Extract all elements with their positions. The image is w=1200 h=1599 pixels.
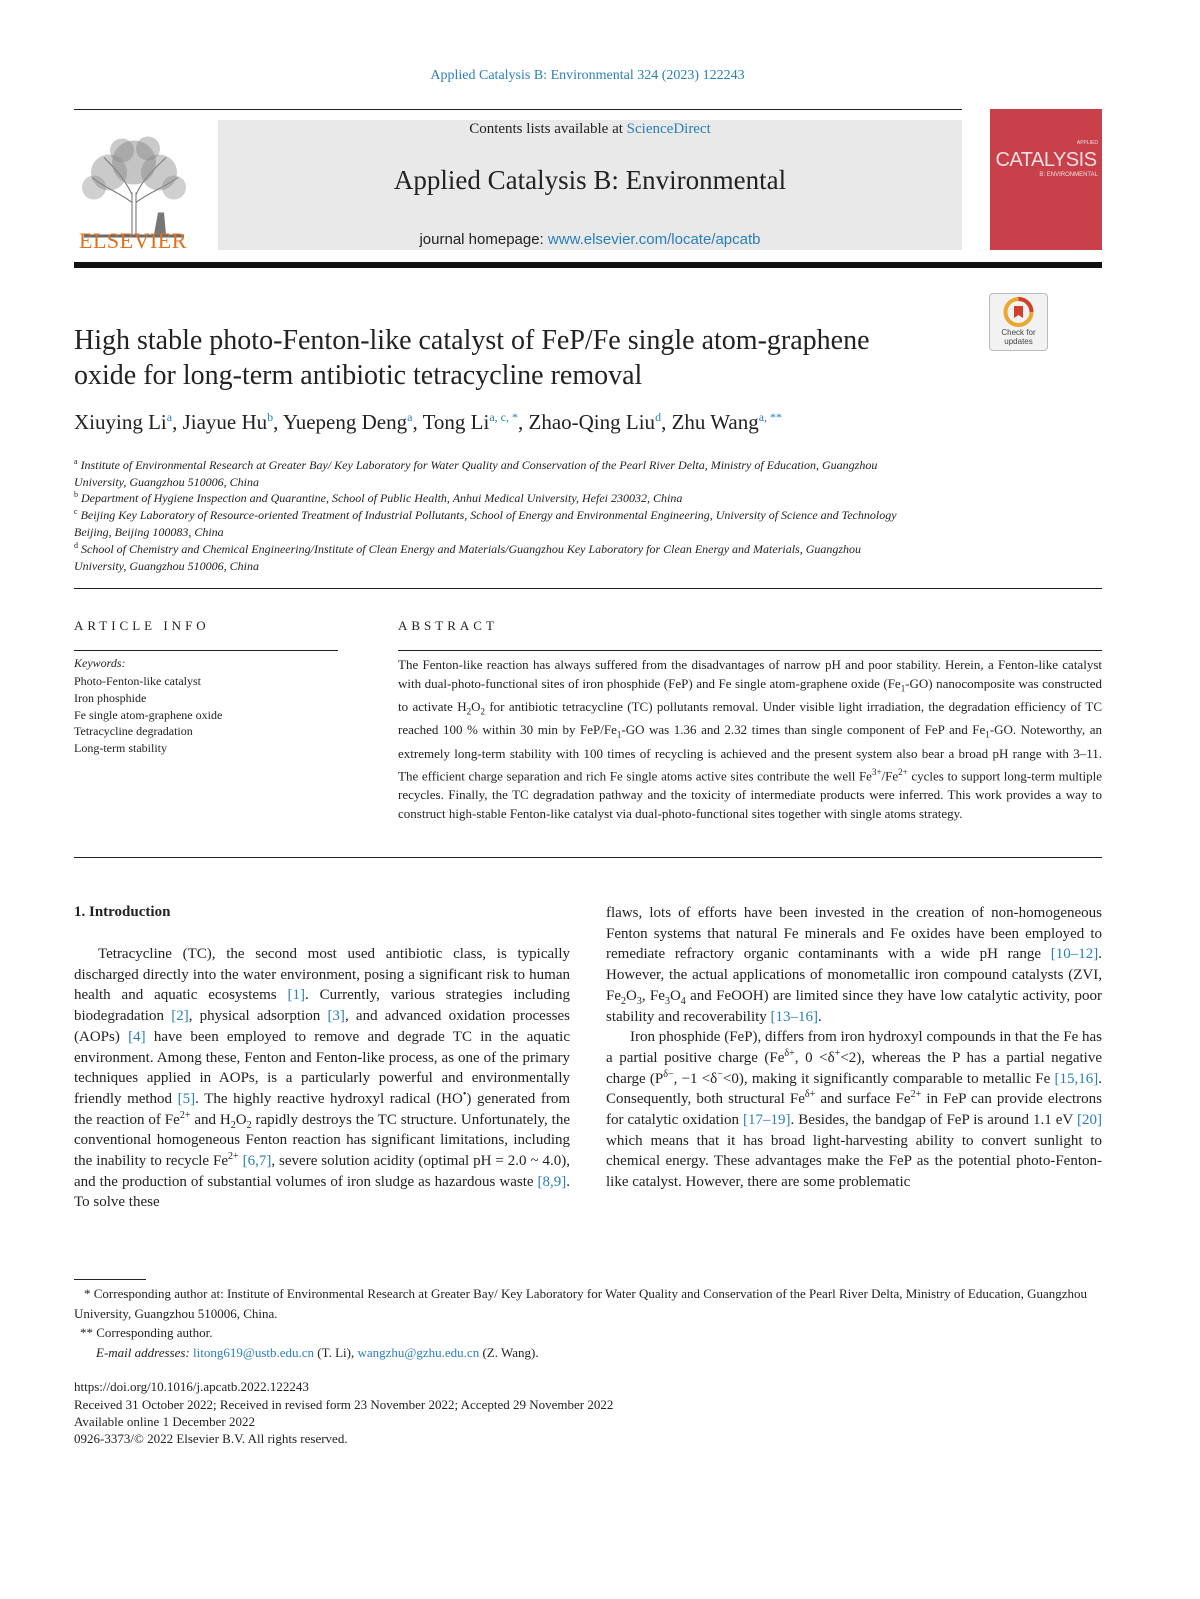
reference-link[interactable]: [10–12]: [1050, 946, 1099, 963]
reference-link[interactable]: [3]: [327, 1008, 345, 1025]
author-name[interactable]: Xiuying Li: [74, 410, 167, 434]
title-line-2: oxide for long-term antibiotic tetracycline removal: [74, 360, 643, 391]
journal-name: Applied Catalysis B: Environmental: [393, 165, 787, 195]
affiliation-line: University, Guangzhou 510006, China: [74, 559, 259, 573]
copyright-notice: 0926-3373/© 2022 Elsevier B.V. All rights reserved.: [74, 1431, 348, 1446]
check-updates-icon: [990, 294, 1047, 328]
email-link[interactable]: wangzhu@gzhu.edu.cn: [357, 1345, 480, 1360]
footnote-text: Corresponding author at: Institute of Environmental Research at Greater Bay/ Key Laboratory for Water Quality and Conservation of the Pearl River Delta, Ministry of Education, Guangzhou University, Guangzhou 510006, China.: [74, 1286, 1088, 1321]
affiliation-line: Beijing Key Laboratory of Resource-oriented Treatment of Industrial Pollutants, School of Energy and Environmental Engineering, University of Science and Technology: [80, 508, 897, 522]
author-affil-mark[interactable]: d: [655, 410, 662, 424]
keywords-label: Keywords:: [74, 656, 126, 670]
keyword-list: [74, 673, 222, 757]
keyword: Long-term stability: [74, 741, 167, 756]
elsevier-wordmark: ELSEVIER: [79, 228, 187, 253]
section-rule: [74, 857, 1102, 858]
abstract-heading: ABSTRACT: [398, 618, 498, 633]
reference-link[interactable]: [1]: [287, 987, 305, 1004]
footnote-corresponding-2: [74, 1323, 1108, 1343]
abstract-rule: [398, 650, 1102, 651]
sciencedirect-link[interactable]: ScienceDirect: [626, 121, 711, 137]
article-info-heading: ARTICLE INFO: [74, 618, 210, 633]
reference-link[interactable]: [6,7]: [242, 1153, 272, 1170]
doi-link[interactable]: https://doi.org/10.1016/j.apcatb.2022.122243: [74, 1379, 309, 1394]
author-name[interactable]: Zhao-Qing Liu: [528, 410, 656, 434]
intro-paragraph-1: Tetracycline (TC), the second most used antibiotic class, is typically discharged directly into the water environment, posing a significant risk to human health and aquatic ecosystems [1]. Currently, various strategies including biodegradation [2], physical adsorption [3], and advanced oxidation processes (AOPs) [4] have been employed to remove and degrade TC in the aquatic environment. Among these, Fenton and Fenton-like process, as one of the primary techniques applied in AOPs, is a particularly powerful and environmentally friendly method [5]. The highly reactive hydroxyl radical (HO•) generated from the reaction of $Fe^{2+}$ and $H_2O_2$ rapidly destroys the TC structure. Unfortunately, the conventional homogeneous Fenton reaction has significant limitations, including the inability to recycle $Fe^{2+}$ [6,7], severe solution acidity (optimal pH = 2.0 ~ 4.0), and the production of substantial volumes of iron sludge as hazardous waste [8,9]. To solve these: [74, 946, 571, 1211]
footnote-text: Corresponding author.: [96, 1325, 213, 1340]
journal-homepage-line: [218, 231, 962, 248]
author-separator: ,: [518, 410, 529, 434]
affiliation-d: [74, 537, 974, 575]
keyword: Fe single atom-graphene oxide: [74, 707, 223, 722]
cover-subtitle: B: ENVIRONMENTAL: [1039, 172, 1098, 178]
author-affil-mark[interactable]: a, c, *: [489, 410, 518, 424]
cover-small-text: APPLIED: [1076, 140, 1098, 146]
email-owner: (T. Li),: [314, 1345, 358, 1360]
author-separator: ,: [412, 410, 423, 434]
reference-link[interactable]: [13–16]: [770, 1008, 819, 1025]
reference-link[interactable]: [17–19]: [743, 1112, 791, 1129]
keyword: Iron phosphide: [74, 690, 147, 705]
author-separator: ,: [661, 410, 672, 434]
affiliation-mark: a: [74, 457, 78, 466]
reference-link[interactable]: [20]: [1077, 1112, 1102, 1129]
footnote-emails: [74, 1343, 1124, 1363]
author-name[interactable]: Jiayue Hu: [182, 410, 268, 434]
author-affil-mark[interactable]: a: [407, 410, 413, 424]
reference-link[interactable]: [15,16]: [1054, 1070, 1099, 1087]
introduction-heading: 1. Introduction: [74, 904, 171, 920]
footnote-mark: *: [84, 1286, 91, 1301]
email-label: E-mail addresses:: [96, 1345, 194, 1360]
author-name[interactable]: Yuepeng Deng: [282, 410, 408, 434]
journal-homepage-link[interactable]: www.elsevier.com/locate/apcatb: [547, 231, 761, 248]
keyword: Tetracycline degradation: [74, 724, 193, 739]
footnote-mark: **: [80, 1325, 93, 1340]
intro-paragraph-2: Iron phosphide (FeP), differs from iron hydroxyl compounds in that the Fe has a partial positive charge ($Fe^{\delta+}$, 0 <δ+<2), whereas the P has a partial negative charge ($P^{\delta-}$, −1 <δ−<0), making it significantly comparable to metallic Fe [15,16]. Consequently, both structural $Fe^{\delta+}$ and surface $Fe^{2+}$ in FeP can provide electrons for catalytic oxidation [17–19]. Besides, the bandgap of FeP is around 1.1 eV [20] which means that it has broad light-harvesting ability to convert sunlight to chemical energy. These advantages make the FeP as the potential photo-Fenton-like catalyst. However, there are some problematic: [606, 1029, 1102, 1191]
author-list: [74, 410, 1074, 435]
email-link[interactable]: litong619@ustb.edu.cn: [193, 1345, 315, 1360]
author-separator: ,: [273, 410, 283, 434]
affiliation-line: School of Chemistry and Chemical Engineering/Institute of Clean Energy and Materials/Guangzhou Key Laboratory for Clean Energy and Materials, Guangzhou: [81, 542, 862, 556]
author-affil-mark[interactable]: a: [166, 410, 173, 424]
check-for-updates-button[interactable]: [989, 293, 1048, 351]
header-top-rule: [74, 109, 962, 110]
check-updates-label: Check for updates: [1001, 328, 1036, 346]
affiliation-line: Beijing, Beijing 100083, China: [74, 525, 224, 539]
section-rule: [74, 588, 1102, 589]
email-owner: (Z. Wang).: [479, 1345, 539, 1360]
author-affil-mark[interactable]: a, **: [758, 410, 783, 424]
author-affil-mark[interactable]: b: [267, 410, 274, 424]
keyword: Photo-Fenton-like catalyst: [74, 674, 201, 688]
affiliation-mark: c: [74, 507, 78, 516]
journal-cover-image[interactable]: [990, 109, 1102, 250]
cover-title: CATALYSIS: [995, 149, 1097, 171]
reference-link[interactable]: [2]: [171, 1008, 189, 1025]
author-name[interactable]: Zhu Wang: [671, 410, 759, 434]
affiliation-c: [74, 503, 974, 541]
journal-citation-link[interactable]: Applied Catalysis B: Environmental 324 (2023) 122243: [430, 68, 745, 83]
affiliation-mark: d: [74, 541, 78, 550]
header-thick-rule: [74, 262, 1102, 268]
affiliation-line: Institute of Environmental Research at Greater Bay/ Key Laboratory for Water Quality and Conservation of the Pearl River Delta, Ministry of Education, Guangzhou: [80, 458, 878, 472]
footnote-corresponding-1: [74, 1284, 1102, 1323]
affiliation-mark: b: [74, 490, 78, 499]
received-dates: Received 31 October 2022; Received in revised form 23 November 2022; Accepted 29 November 2022: [74, 1397, 614, 1412]
reference-link[interactable]: [4]: [128, 1028, 146, 1045]
homepage-prefix: journal homepage:: [419, 231, 548, 248]
reference-link[interactable]: [5]: [177, 1090, 196, 1107]
affiliation-line: University, Guangzhou 510006, China: [74, 475, 259, 489]
body-column-left: [74, 944, 570, 1213]
available-online-date: Available online 1 December 2022: [74, 1414, 255, 1429]
contents-available-line: [218, 121, 962, 138]
intro-paragraph-1-continued: flaws, lots of efforts have been invested in the creation of non-homogeneous Fenton systems that natural Fe minerals and Fe oxides have been employed to remediate refractory organic contaminants with a wide pH range [10–12]. However, the actual applications of monometallic iron compound catalysts (ZVI, $Fe_2O_3$, $Fe_3O_4$ and FeOOH) are limited since they have low catalytic activity, poor stability and recoverability [13–16].: [606, 905, 1102, 1025]
article-info-rule: [74, 650, 338, 651]
abstract-text: The Fenton-like reaction has always suffered from the disadvantages of narrow pH and poor stability. Herein, a Fenton-like catalyst with dual-photo-functional sites of iron phosphide (FeP) and Fe single atom-graphene oxide $(Fe_1-GO)$ nanocomposite was constructed to activate $H_2O_2$ for antibiotic tetracycline (TC) pollutants removal. Under visible light irradiation, the degradation efficiency of TC reached 100 % within 30 min by FeP/$Fe_1-GO$ was 1.36 and 2.32 times than single component of FeP and $Fe_1-GO$. Noteworthy, an extremely long-term stability with 100 times of recycling is achieved and the present system also bear a broad pH range with 3–11. The efficient charge separation and rich Fe single atoms active sites contribute the well $Fe^{3+}/Fe^{2+}$ cycles to support long-term multiple recycles. Finally, the TC degradation pathway and the toxicity of intermediate products were inferred. This work provides a way to construct high-stable Fenton-like catalyst via dual-photo-functional sites together with single atoms strategy.: [398, 657, 1103, 822]
affiliation-line: Department of Hygiene Inspection and Quarantine, School of Public Health, Anhui Medical University, Hefei 230032, China: [81, 491, 683, 505]
body-column-right: [606, 903, 1102, 1193]
reference-link[interactable]: [8,9]: [537, 1173, 567, 1190]
contents-prefix: Contents lists available at: [469, 121, 627, 137]
title-line-1: High stable photo-Fenton-like catalyst of FeP/Fe single atom-graphene: [74, 325, 870, 356]
author-name[interactable]: Tong Li: [422, 410, 490, 434]
footnote-rule: [74, 1279, 146, 1280]
author-separator: ,: [172, 410, 183, 434]
article-title: [74, 323, 954, 393]
